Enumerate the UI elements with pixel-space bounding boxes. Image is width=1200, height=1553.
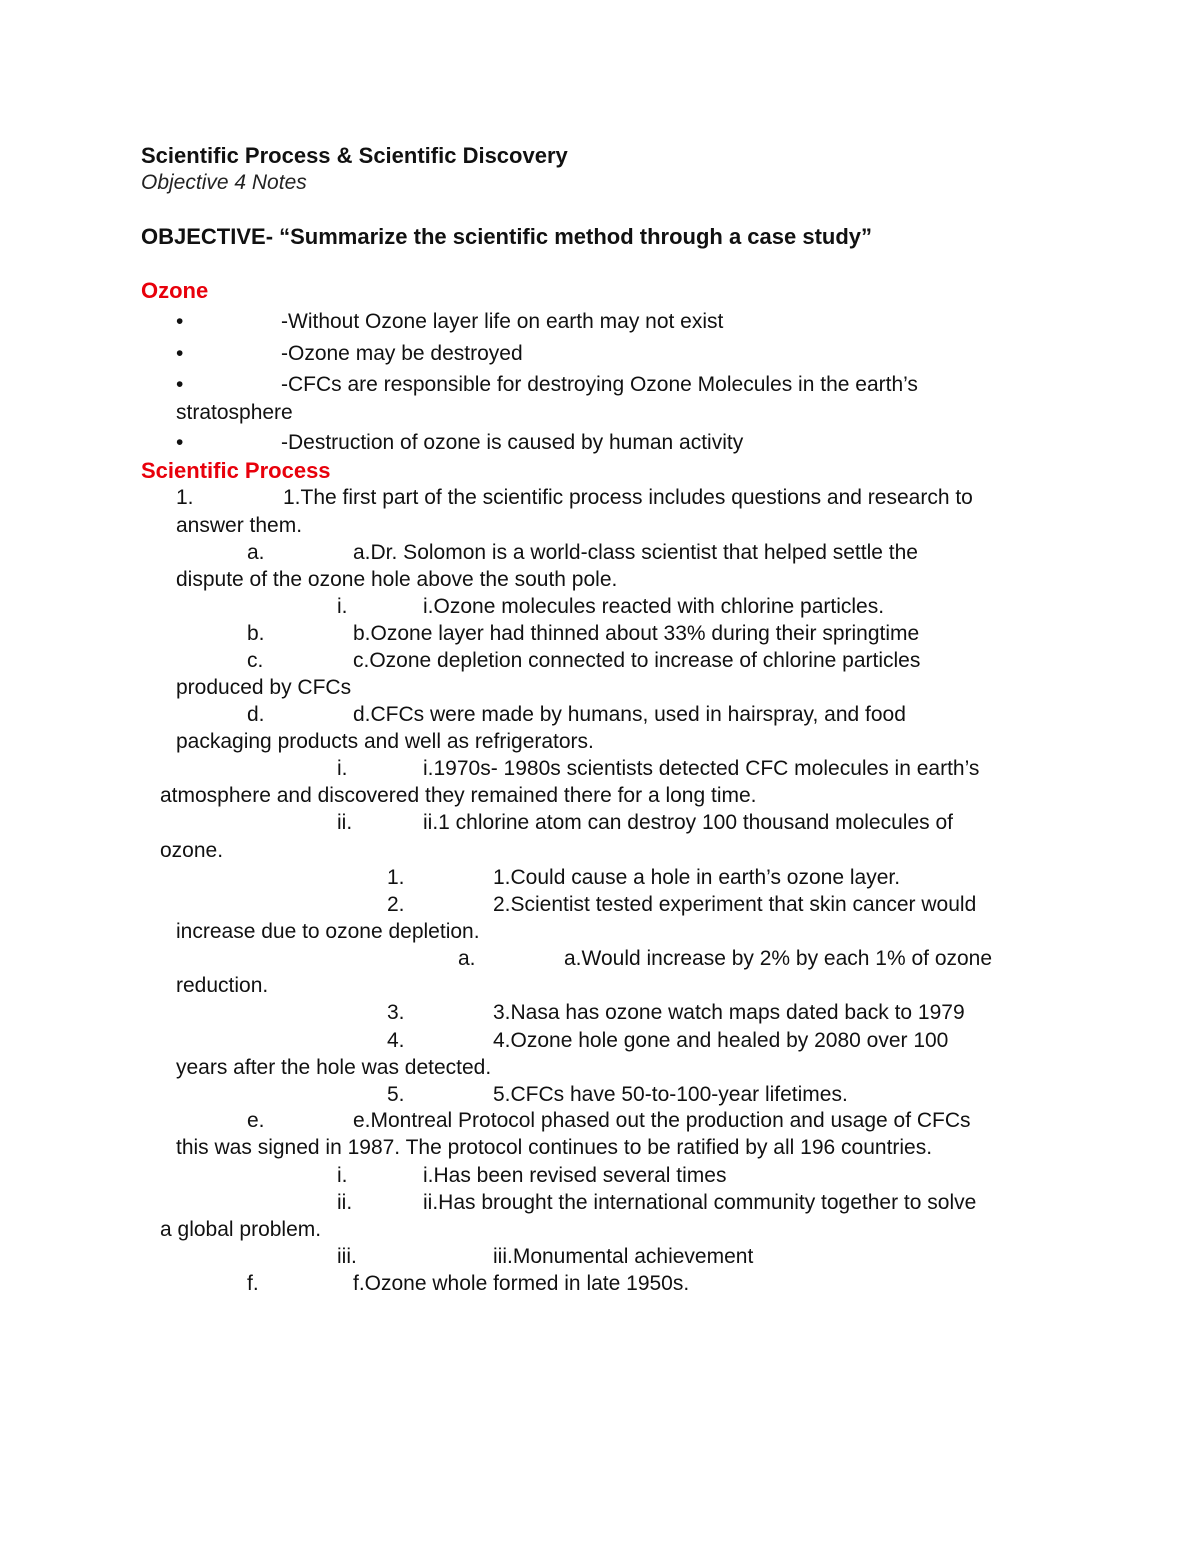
list-marker: 2. bbox=[387, 893, 405, 916]
list-item-continuation: atmosphere and discovered they remained there for a long time. bbox=[160, 784, 757, 807]
list-item-text: 4.Ozone hole gone and healed by 2080 over 100 bbox=[493, 1029, 949, 1052]
list-marker: a. bbox=[247, 541, 265, 564]
section-heading-scientific-process: Scientific Process bbox=[141, 458, 331, 483]
list-item-text: -Ozone may be destroyed bbox=[281, 342, 523, 365]
list-item-continuation: a global problem. bbox=[160, 1218, 322, 1241]
bullet-marker: • bbox=[176, 310, 184, 333]
list-item-text: 1.The first part of the scientific process includes questions and research to bbox=[283, 486, 973, 509]
list-item-text: -Destruction of ozone is caused by human activity bbox=[281, 431, 744, 454]
list-marker: 4. bbox=[387, 1029, 405, 1052]
list-item-continuation: increase due to ozone depletion. bbox=[176, 920, 480, 943]
list-marker: i. bbox=[337, 1164, 348, 1187]
list-item-text: ii.Has brought the international community together to solve bbox=[423, 1191, 977, 1214]
list-marker: c. bbox=[247, 649, 264, 672]
list-item-continuation: packaging products and well as refrigerators. bbox=[176, 730, 594, 753]
list-marker: ii. bbox=[337, 1191, 353, 1214]
list-marker: 3. bbox=[387, 1001, 405, 1024]
section-heading-ozone: Ozone bbox=[141, 278, 209, 303]
list-item-text: ii.1 chlorine atom can destroy 100 thousand molecules of bbox=[423, 811, 953, 834]
list-item-continuation: years after the hole was detected. bbox=[176, 1056, 492, 1079]
list-marker: 1. bbox=[176, 486, 194, 509]
list-marker: iii. bbox=[337, 1245, 357, 1268]
list-marker: 5. bbox=[387, 1083, 405, 1106]
list-item-text: e.Montreal Protocol phased out the production and usage of CFCs bbox=[353, 1109, 971, 1132]
list-marker: f. bbox=[247, 1272, 259, 1295]
bullet-marker: • bbox=[176, 342, 184, 365]
list-item-text: a.Would increase by 2% by each 1% of ozone bbox=[564, 947, 993, 970]
list-item-text: i.Ozone molecules reacted with chlorine particles. bbox=[423, 595, 885, 618]
list-item-text: f.Ozone whole formed in late 1950s. bbox=[353, 1272, 690, 1295]
list-item-text: b.Ozone layer had thinned about 33% during their springtime bbox=[353, 622, 920, 645]
list-marker: 1. bbox=[387, 866, 405, 889]
bullet-marker: • bbox=[176, 431, 184, 454]
list-item-continuation: reduction. bbox=[176, 974, 269, 997]
list-item-text: 1.Could cause a hole in earth’s ozone layer. bbox=[493, 866, 901, 889]
list-marker: i. bbox=[337, 595, 348, 618]
list-item-continuation: produced by CFCs bbox=[176, 676, 352, 699]
list-item-text: -CFCs are responsible for destroying Ozone Molecules in the earth’s bbox=[281, 373, 918, 396]
list-marker: i. bbox=[337, 757, 348, 780]
list-item-text: 2.Scientist tested experiment that skin cancer would bbox=[493, 893, 977, 916]
list-marker: e. bbox=[247, 1109, 265, 1132]
document-subtitle: Objective 4 Notes bbox=[141, 171, 307, 194]
list-item-continuation: this was signed in 1987. The protocol continues to be ratified by all 196 countries. bbox=[176, 1136, 933, 1159]
list-item-text: iii.Monumental achievement bbox=[493, 1245, 754, 1268]
list-item-text: 3.Nasa has ozone watch maps dated back to 1979 bbox=[493, 1001, 965, 1024]
bullet-marker: • bbox=[176, 373, 184, 396]
list-item-continuation: answer them. bbox=[176, 514, 303, 537]
list-marker: a. bbox=[458, 947, 476, 970]
list-item-continuation: ozone. bbox=[160, 839, 224, 862]
list-item-text: a.Dr. Solomon is a world-class scientist that helped settle the bbox=[353, 541, 918, 564]
objective-statement: OBJECTIVE- “Summarize the scientific method through a case study” bbox=[141, 224, 873, 249]
list-marker: ii. bbox=[337, 811, 353, 834]
list-item-text: i.Has been revised several times bbox=[423, 1164, 727, 1187]
list-marker: d. bbox=[247, 703, 265, 726]
list-item-text: -Without Ozone layer life on earth may not exist bbox=[281, 310, 724, 333]
list-item-text: d.CFCs were made by humans, used in hairspray, and food bbox=[353, 703, 906, 726]
list-item-text: i.1970s- 1980s scientists detected CFC molecules in earth’s bbox=[423, 757, 980, 780]
list-item-text: c.Ozone depletion connected to increase of chlorine particles bbox=[353, 649, 921, 672]
list-item-text: 5.CFCs have 50-to-100-year lifetimes. bbox=[493, 1083, 848, 1106]
list-item-continuation: stratosphere bbox=[176, 401, 293, 424]
list-item-continuation: dispute of the ozone hole above the south pole. bbox=[176, 568, 618, 591]
document-title: Scientific Process & Scientific Discovery bbox=[141, 143, 568, 168]
list-marker: b. bbox=[247, 622, 265, 645]
